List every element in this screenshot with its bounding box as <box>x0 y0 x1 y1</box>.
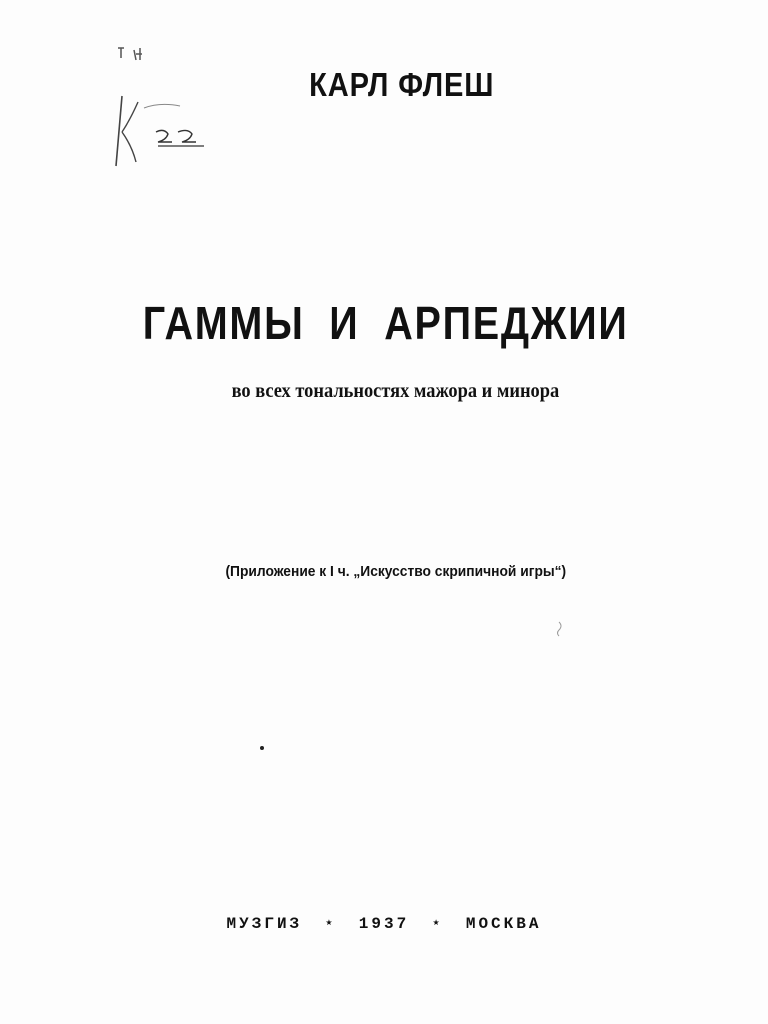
publication-city: МОСКВА <box>465 915 542 933</box>
scan-speck <box>552 620 566 638</box>
star-separator-icon: ⋆ <box>431 915 444 933</box>
star-separator-icon: ⋆ <box>324 915 337 933</box>
appendix-note: (Приложение к I ч. „Искусство скрипичной игры“) <box>225 563 567 580</box>
book-title: ГАММЫ И АРПЕДЖИИ <box>142 297 629 349</box>
imprint-line <box>0 913 768 933</box>
scan-dot <box>258 744 266 752</box>
publication-year: 1937 <box>358 915 410 933</box>
book-subtitle: во всех тональностях мажора и минора <box>231 380 560 402</box>
handwritten-shelfmark <box>100 36 230 176</box>
author-name: КАРЛ ФЛЕШ <box>309 66 495 103</box>
publisher-name: МУЗГИЗ <box>226 915 303 933</box>
